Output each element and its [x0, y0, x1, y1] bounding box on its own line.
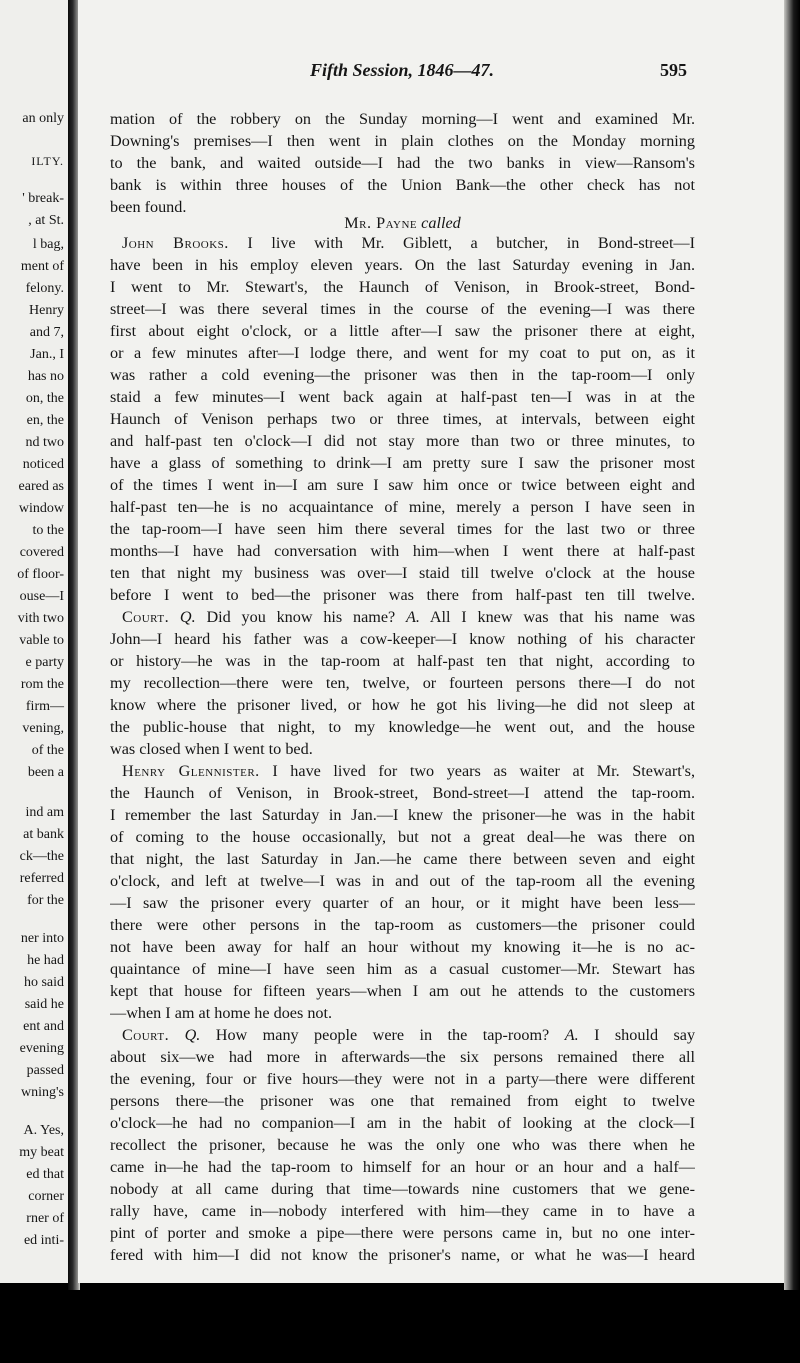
text-line: was closed when I went to bed. — [110, 740, 313, 758]
text-line: fered with him—I did not know the prisoner's name, or what he was—I heard — [110, 1246, 695, 1264]
left-fragment-line: noticed — [22, 457, 64, 472]
left-fragment-line: at bank — [23, 827, 64, 842]
left-fragment-line: an only — [22, 111, 64, 126]
left-fragment-line: ind am — [25, 805, 64, 820]
text-line: rally have, came in—nobody interfered with him—they came in to have a — [110, 1202, 695, 1220]
text-line — [122, 232, 695, 254]
witness-called-heading — [110, 212, 695, 234]
text-line: of the times I went in—I am sure I saw him once or twice between eight and — [110, 476, 695, 494]
left-fragment-line: wning's — [21, 1085, 64, 1100]
text-line: persons there—the prisoner was one that remained from eight to twelve — [110, 1092, 695, 1110]
left-fragment-line: Henry — [29, 303, 64, 318]
text-line: street—I was there several times in the course of the evening—I was there — [110, 300, 695, 318]
text-line: about six—we had more in afterwards—the six persons remained there all — [110, 1048, 695, 1066]
left-fragment-line: vith two — [17, 611, 64, 626]
left-fragment-line: for the — [27, 893, 64, 908]
text-line: recollect the prisoner, because he was the only one who was there when he — [110, 1136, 695, 1154]
text-line: before I went to bed—the prisoner was there from half-past ten till twelve. — [110, 586, 695, 604]
text-line: kept that house for fifteen years—when I am out he attends to the customers — [110, 982, 695, 1000]
left-fragment-line: vening, — [22, 721, 64, 736]
text-line: pint of porter and smoke a pipe—there were persons came in, but no one inter- — [110, 1224, 695, 1242]
text-line: —I saw the prisoner every quarter of an hour, or it might have been less— — [110, 894, 695, 912]
text-line: the evening, four or five hours—they were not in a party—there were different — [110, 1070, 695, 1088]
question-text: Did you know his name? — [206, 608, 396, 626]
left-fragment-line: ILTY. — [31, 154, 64, 168]
left-fragment-line: window — [18, 501, 64, 516]
left-fragment-line: ho said — [23, 975, 64, 990]
text-line: quaintance of mine—I have seen him as a casual customer—Mr. Stewart has — [110, 960, 695, 978]
court-label: Court. — [122, 608, 170, 626]
text-line: or history—he was in the tap-room at half-past ten that night, according to — [110, 652, 695, 670]
text-line: first about eight o'clock, or a little after—I saw the prisoner there at eight, — [110, 322, 695, 340]
left-fragment-line: evening — [19, 1041, 64, 1056]
text-line: not have been away for half an hour without my knowing it—he is no ac- — [110, 938, 695, 956]
answer-marker: A. — [406, 608, 420, 626]
question-text: How many people were in the tap-room? — [215, 1026, 550, 1044]
left-fragment-line: ment of — [20, 259, 64, 274]
text-line: ten that night my business was over—I staid till twelve o'clock at the house — [110, 564, 695, 582]
text-line: was rather a cold evening—the prisoner was then in the tap-room—I only — [110, 366, 695, 384]
left-fragment-line: been a — [27, 765, 64, 780]
left-fragment-line: ed inti- — [23, 1233, 64, 1248]
left-fragment-line: on, the — [25, 391, 64, 406]
left-fragment-line: referred — [19, 871, 64, 886]
left-fragment-line: my beat — [19, 1145, 64, 1160]
text-line: mation of the robbery on the Sunday morning—I went and examined Mr. — [110, 110, 695, 128]
text-line: and half-past ten o'clock—I did not stay more than two or three minutes, to — [110, 432, 695, 450]
text-line: my recollection—there were ten, twelve, or fourteen persons there—I do not — [110, 674, 695, 692]
text-line: nobody at all came during that time—towards nine customers that we gene- — [110, 1180, 695, 1198]
text-line: staid a few minutes—I went back again at half-past ten—I was in at the — [110, 388, 695, 406]
left-fragment-line: firm— — [25, 699, 64, 714]
left-fragment-line: en, the — [26, 413, 64, 428]
left-fragment-line: felony. — [25, 281, 64, 296]
left-fragment-line: covered — [19, 545, 64, 560]
text-line: have been in his employ eleven years. On the last Saturday evening in Jan. — [110, 256, 695, 274]
text-span: I have lived for two years as waiter at Mr. Stewart's, — [272, 762, 695, 780]
text-line: John—I heard his father was a cow-keeper—I know nothing of his character — [110, 630, 695, 648]
text-line: bank is within three houses of the Union Bank—the other check has not — [110, 176, 695, 194]
text-line: the public-house that night, to my knowledge—he went out, and the house — [110, 718, 695, 736]
left-fragment-line: ner into — [20, 931, 64, 946]
called-word: called — [421, 214, 461, 232]
left-fragment-line: has no — [27, 369, 64, 384]
text-line: o'clock—he had no companion—I am in the habit of looking at the clock—I — [110, 1114, 695, 1132]
left-fragment-line: eared as — [18, 479, 64, 494]
left-fragment-line: ck—the — [19, 849, 64, 864]
text-line: or a few minutes after—I lodge there, and went for my coat to put on, as it — [110, 344, 695, 362]
text-line: that night, the last Saturday in Jan.—he came there between seven and eight — [110, 850, 695, 868]
text-line: Haunch of Venison perhaps two or three times, at intervals, between eight — [110, 410, 695, 428]
page-number: 595 — [660, 60, 687, 80]
left-fragment-line: e party — [25, 655, 64, 670]
text-line: months—I have had conversation with him—when I went there at half-past — [110, 542, 695, 560]
left-fragment-line: he had — [27, 953, 64, 968]
left-fragment-line: rner of — [26, 1211, 64, 1226]
left-fragment-line: rom the — [20, 677, 64, 692]
text-line: half-past ten—he is no acquaintance of mine, merely a person I have seen in — [110, 498, 695, 516]
left-fragment-line: of the — [31, 743, 64, 758]
left-fragment-line: said he — [24, 997, 64, 1012]
witness-name: Henry Glennister. — [122, 762, 260, 780]
text-line: came in—he had the tap-room to himself for an hour or an hour and a half— — [110, 1158, 695, 1176]
left-fragment-line: vable to — [19, 633, 64, 648]
text-line: of coming to the house occasionally, but not a great deal—he was there on — [110, 828, 695, 846]
answer-text: I should say — [594, 1026, 695, 1044]
court-question-line — [122, 606, 695, 628]
called-name: Mr. Payne — [344, 214, 418, 232]
left-fragment-line: nd two — [25, 435, 64, 450]
text-line: know where the prisoner lived, or how he got his living—he did not sleep at — [110, 696, 695, 714]
left-fragment-line: passed — [26, 1063, 64, 1078]
left-fragment-line: ent and — [23, 1019, 64, 1034]
left-fragment-line: l bag, — [32, 237, 64, 252]
text-line: o'clock, and left at twelve—I was in and out of the tap-room all the evening — [110, 872, 695, 890]
left-fragment-line: ouse—I — [19, 589, 64, 604]
text-line: the Haunch of Venison, in Brook-street, Bond-street—I attend the tap-room. — [110, 784, 695, 802]
text-line: to the bank, and waited outside—I had the two banks in view—Ransom's — [110, 154, 695, 172]
left-fragment-line: and 7, — [29, 325, 64, 340]
question-marker: Q. — [184, 1026, 201, 1044]
session-title: Fifth Session, 1846—47. — [310, 60, 495, 80]
question-marker: Q. — [179, 608, 196, 626]
text-line — [122, 760, 695, 782]
court-question-line — [122, 1024, 695, 1046]
text-line: Downing's premises—I then went in plain clothes on the Monday morning — [110, 132, 695, 150]
text-line: I remember the last Saturday in Jan.—I knew the prisoner—he was in the habit — [110, 806, 695, 824]
left-fragment-line: to the — [32, 523, 64, 538]
text-span: I live with Mr. Giblett, a butcher, in Bond-street—I — [247, 234, 695, 252]
left-fragment-line: A. Yes, — [23, 1123, 64, 1138]
left-fragment-line: ed that — [26, 1167, 64, 1182]
answer-text: All I knew was that his name was — [429, 608, 695, 626]
court-label: Court. — [122, 1026, 170, 1044]
left-fragment-line: corner — [28, 1189, 64, 1204]
left-fragment-line: ' break- — [22, 191, 64, 206]
left-fragment-line: , at St. — [28, 213, 64, 228]
text-line: there were other persons in the tap-room as customers—the prisoner could — [110, 916, 695, 934]
left-fragment-line: of floor- — [17, 567, 64, 582]
witness-name: John Brooks. — [122, 234, 229, 252]
text-line: have a glass of something to drink—I am pretty sure I saw the prisoner most — [110, 454, 695, 472]
left-fragment-line: Jan., I — [30, 347, 64, 362]
text-line: I went to Mr. Stewart's, the Haunch of Venison, in Brook-street, Bond- — [110, 278, 695, 296]
answer-marker: A. — [564, 1026, 579, 1044]
text-line: the tap-room—I have seen him there several times for the last two or three — [110, 520, 695, 538]
text-line: been found. — [110, 198, 187, 216]
text-line: —when I am at home he does not. — [110, 1004, 333, 1022]
